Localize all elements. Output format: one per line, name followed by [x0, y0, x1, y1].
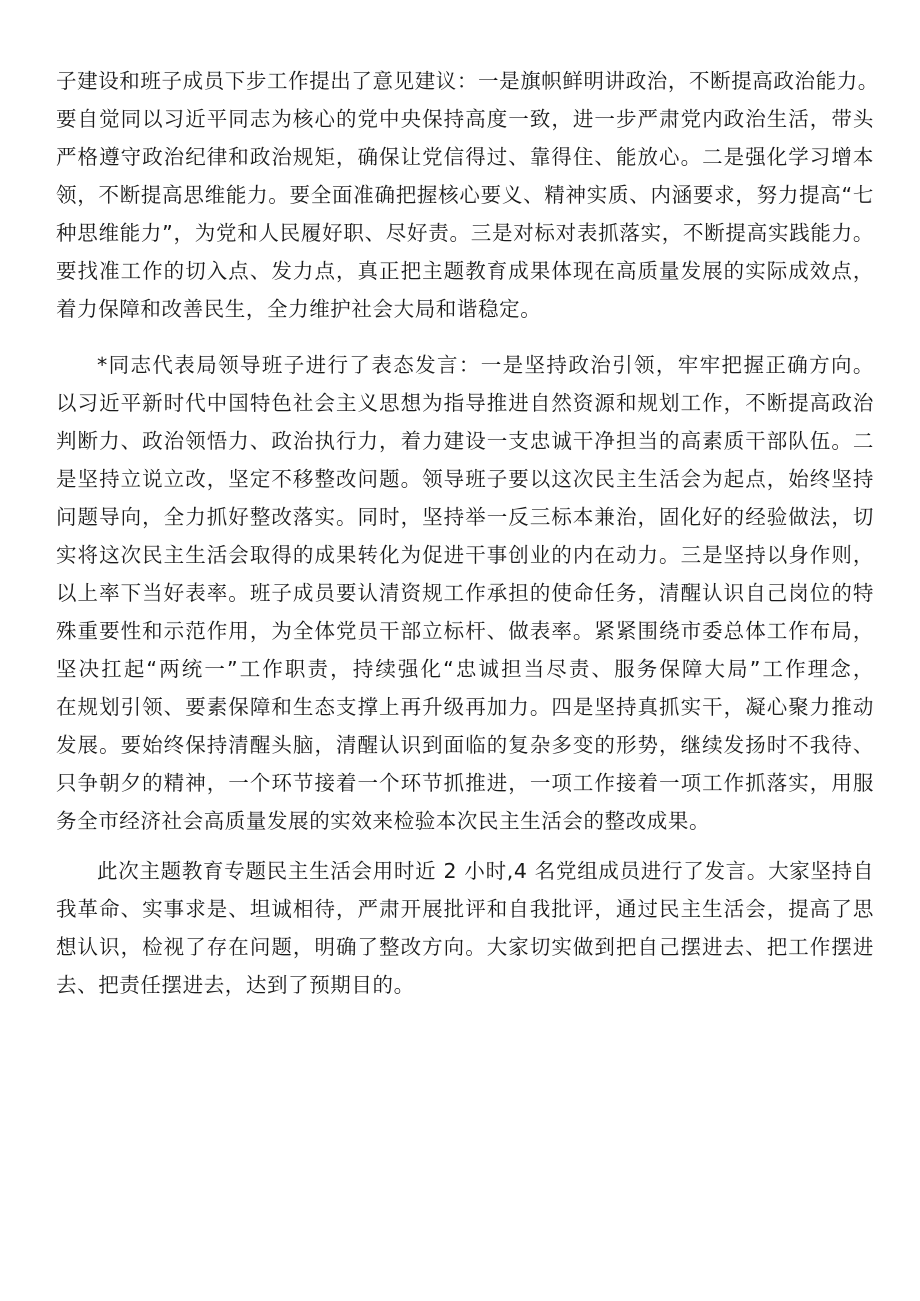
paragraph-gap [56, 328, 874, 346]
text-line: 务全市经济社会高质量发展的实效来检验本次民主生活会的整改成果。 [56, 809, 711, 833]
text-line: 只争朝夕的精神，一个环节接着一个环节抓推进，一项工作接着一项工作抓落实，用服 [56, 771, 874, 795]
paragraph-gap [56, 840, 874, 852]
text-line: 判断力、政治领悟力、政治执行力，着力建设一支忠诚干净担当的高素质干部队伍。二 [56, 429, 874, 453]
paragraph-1 [56, 62, 879, 328]
paragraph-2 [56, 346, 874, 840]
text-line: 问题导向，全力抓好整改落实。同时，坚持举一反三标本兼治，固化好的经验做法，切 [56, 505, 874, 529]
text-line: 在规划引领、要素保障和生态支撑上再升级再加力。四是坚持真抓实干，凝心聚力推动 [56, 695, 874, 719]
text-line: 发展。要始终保持清醒头脑，清醒认识到面临的复杂多变的形势，继续发扬时不我待、 [56, 733, 874, 757]
text-line: 要自觉同以习近平同志为核心的党中央保持高度一致，进一步严肃党内政治生活，带头 [56, 107, 874, 131]
text-line: 子建设和班子成员下步工作提出了意见建议：一是旗帜鲜明讲政治，不断提高政治能力。 [56, 69, 879, 93]
text-line: 严格遵守政治纪律和政治规矩，确保让党信得过、靠得住、能放心。二是强化学习增本 [56, 145, 874, 169]
text-line: 着力保障和改善民生，全力维护社会大局和谐稳定。 [56, 297, 542, 321]
document-page [56, 62, 879, 1004]
text-line: 想认识，检视了存在问题，明确了整改方向。大家切实做到把自己摆进去、把工作摆进 [56, 935, 874, 959]
text-line: 种思维能力”，为党和人民履好职、尽好责。三是对标对表抓落实，不断提高实践能力。 [56, 221, 874, 245]
text-line: 实将这次民主生活会取得的成果转化为促进干事创业的内在动力。三是坚持以身作则， [56, 543, 874, 567]
text-line: *同志代表局领导班子进行了表态发言：一是坚持政治引领，牢牢把握正确方向。 [97, 353, 874, 377]
text-line: 是坚持立说立改，坚定不移整改问题。领导班子要以这次民主生活会为起点，始终坚持 [56, 467, 874, 491]
paragraph-3 [56, 852, 874, 1004]
text-line: 领，不断提高思维能力。要全面准确把握核心要义、精神实质、内涵要求，努力提高“七 [56, 183, 874, 207]
text-line: 我革命、实事求是、坦诚相待，严肃开展批评和自我批评，通过民主生活会，提高了思 [56, 897, 874, 921]
text-line: 去、把责任摆进去，达到了预期目的。 [56, 973, 415, 997]
text-line: 以上率下当好表率。班子成员要认清资规工作承担的使命任务，清醒认识自己岗位的特 [56, 581, 874, 605]
text-line: 要找准工作的切入点、发力点，真正把主题教育成果体现在高质量发展的实际成效点， [56, 259, 874, 283]
text-line: 以习近平新时代中国特色社会主义思想为指导推进自然资源和规划工作，不断提高政治 [56, 391, 874, 415]
text-line: 殊重要性和示范作用，为全体党员干部立标杆、做表率。紧紧围绕市委总体工作布局， [56, 619, 874, 643]
text-line: 坚决扛起“两统一”工作职责，持续强化“忠诚担当尽责、服务保障大局”工作理念， [56, 657, 874, 681]
text-line: 此次主题教育专题民主生活会用时近 2 小时,4 名党组成员进行了发言。大家坚持自 [97, 859, 874, 883]
